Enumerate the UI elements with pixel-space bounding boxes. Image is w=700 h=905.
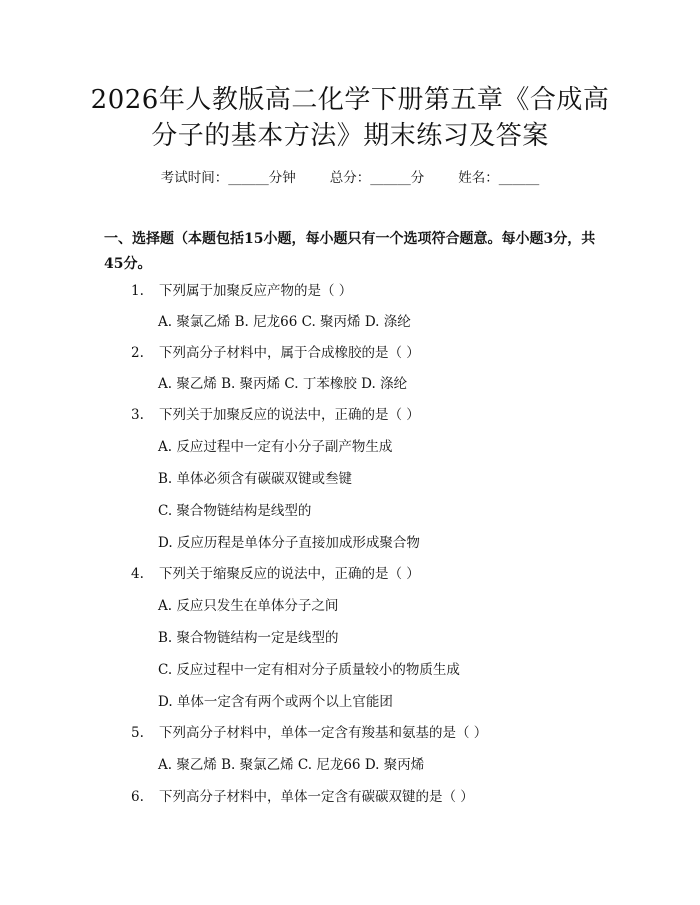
- question-4-option-c: C. 反应过程中一定有相对分子质量较小的物质生成: [158, 662, 460, 678]
- exam-time: 考试时间：______分钟: [160, 170, 296, 186]
- question-3-option-c: C. 聚合物链结构是线型的: [158, 503, 312, 519]
- question-3-option-a: A. 反应过程中一定有小分子副产物生成: [158, 439, 393, 455]
- question-2-options: A. 聚乙烯 B. 聚丙烯 C. 丁苯橡胶 D. 涤纶: [158, 376, 408, 392]
- question-4-option-d: D. 单体一定含有两个或两个以上官能团: [158, 694, 393, 710]
- question-3-option-d: D. 反应历程是单体分子直接加成形成聚合物: [158, 535, 420, 551]
- question-2: [131, 343, 420, 363]
- question-number: 4.: [131, 566, 144, 582]
- section-heading: 一、选择题（本题包括15小题，每小题只有一个选项符合题意。每小题3分，共45分。: [104, 231, 596, 272]
- question-stem: 下列高分子材料中，属于合成橡胶的是（ ）: [159, 345, 420, 361]
- question-stem: 下列关于加聚反应的说法中，正确的是（ ）: [159, 407, 420, 423]
- question-stem: 下列高分子材料中，单体一定含有羧基和氨基的是（ ）: [159, 725, 488, 741]
- title-line-2: 分子的基本方法》期末练习及答案: [151, 121, 549, 151]
- question-stem: 下列高分子材料中，单体一定含有碳碳双键的是（ ）: [159, 789, 474, 805]
- question-5: [131, 723, 487, 743]
- question-stem: 下列关于缩聚反应的说法中，正确的是（ ）: [159, 566, 420, 582]
- exam-info: [0, 168, 700, 188]
- question-3: [131, 405, 420, 425]
- question-1-options: A. 聚氯乙烯 B. 尼龙66 C. 聚丙烯 D. 涤纶: [158, 314, 411, 330]
- question-number: 2.: [131, 345, 144, 361]
- question-5-options: A. 聚乙烯 B. 聚氯乙烯 C. 尼龙66 D. 聚丙烯: [158, 757, 425, 773]
- question-1: [131, 281, 352, 301]
- exam-score: 总分：______分: [329, 170, 425, 186]
- question-3-option-b: B. 单体必须含有碳碳双键或叁键: [158, 471, 353, 487]
- question-4-option-b: B. 聚合物链结构一定是线型的: [158, 630, 339, 646]
- exam-name: 姓名：______: [458, 170, 540, 186]
- question-stem: 下列属于加聚反应产物的是（ ）: [159, 283, 353, 299]
- question-number: 1.: [131, 283, 144, 299]
- question-6: [131, 787, 474, 807]
- question-4: [131, 564, 420, 584]
- title-line-1: 2026年人教版高二化学下册第五章《合成高: [90, 85, 610, 115]
- question-number: 5.: [131, 725, 144, 741]
- question-number: 6.: [131, 789, 144, 805]
- question-4-option-a: A. 反应只发生在单体分子之间: [158, 598, 339, 614]
- question-number: 3.: [131, 407, 144, 423]
